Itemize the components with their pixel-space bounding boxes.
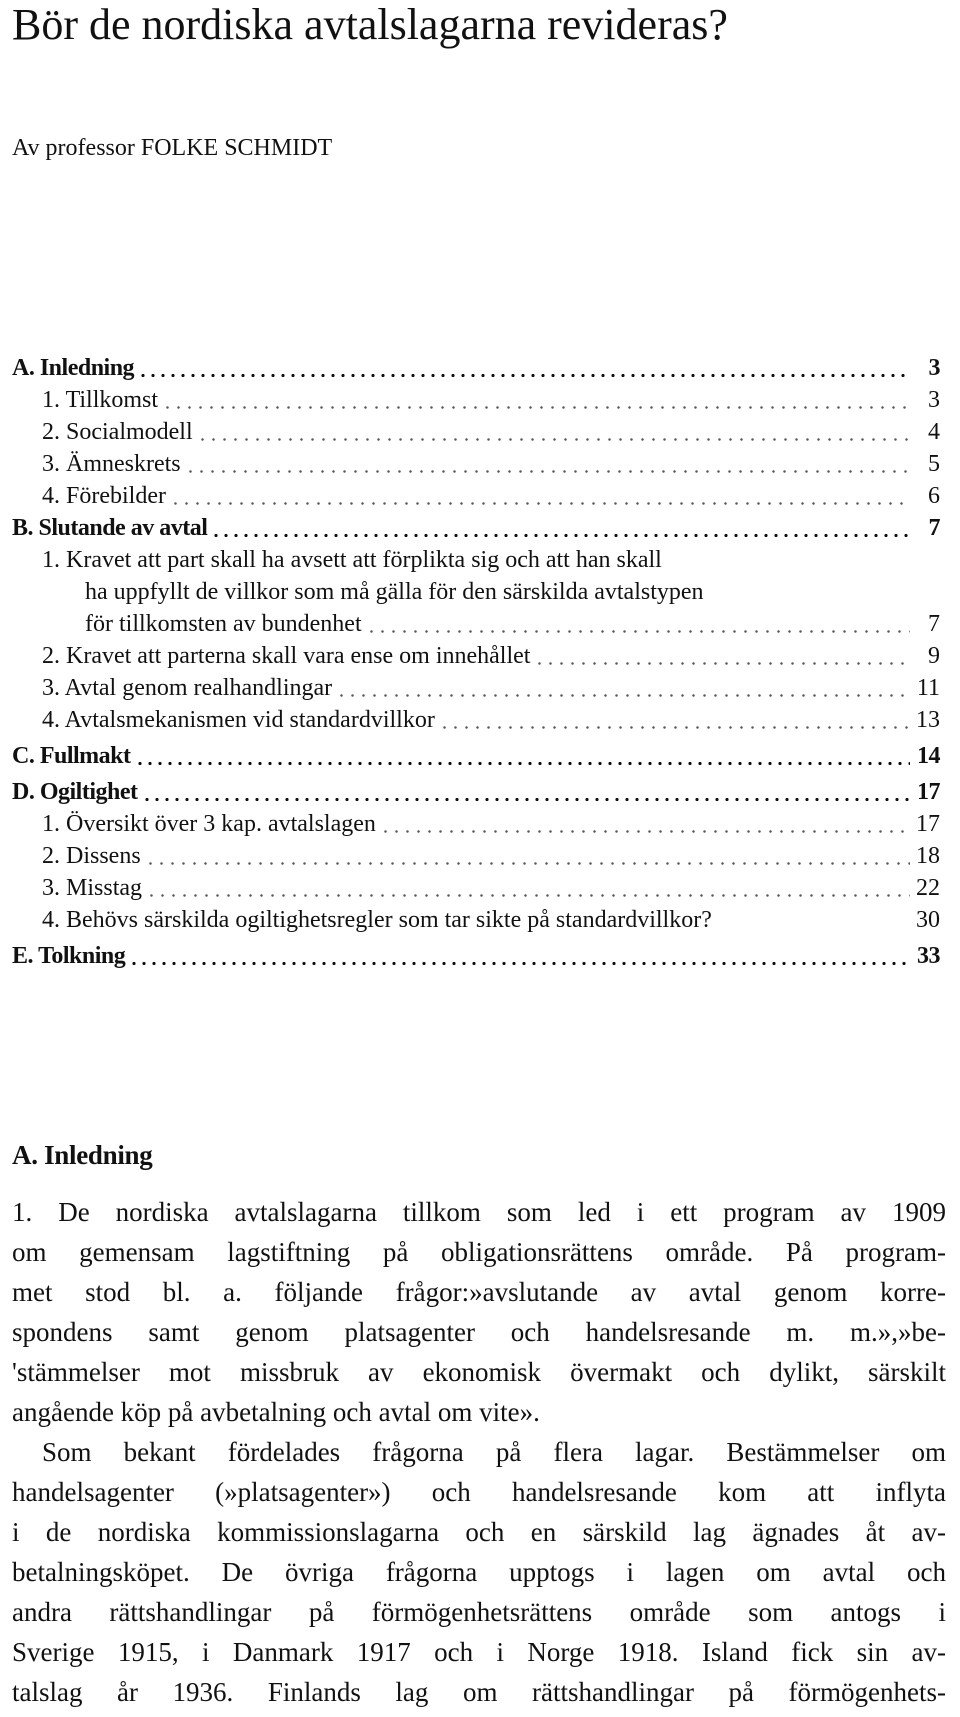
body-line: 'stämmelser mot missbruk av ekonomisk övermakt och dylikt, särskilt xyxy=(12,1357,946,1387)
toc-leader-dots xyxy=(146,894,910,897)
toc-leader-dots xyxy=(211,534,910,537)
toc-entry-label: 1. Kravet att part skall ha avsett att förplikta sig och att han skall xyxy=(42,544,666,576)
body-line: angående köp på avbetalning och avtal om vite». xyxy=(12,1397,540,1427)
toc-entry xyxy=(12,416,940,448)
toc-entry-page: 14 xyxy=(915,740,940,772)
toc-leader-dots xyxy=(129,962,910,965)
toc-entry xyxy=(12,840,940,872)
toc-entry-label: C. Fullmakt xyxy=(12,740,135,772)
toc-entry-label: 4. Avtalsmekanismen vid standardvillkor xyxy=(42,704,439,736)
toc-entry xyxy=(12,640,940,672)
toc-entry xyxy=(12,808,940,840)
toc-entry-page: 11 xyxy=(915,672,940,704)
toc-entry-label: ha uppfyllt de villkor som må gälla för den särskilda avtalstypen xyxy=(85,576,708,608)
toc-entry-label: D. Ogiltighet xyxy=(12,776,142,808)
toc-entry-label: 3. Avtal genom realhandlingar xyxy=(42,672,336,704)
toc-entry-label: 3. Ämneskrets xyxy=(42,448,185,480)
toc-entry-label: B. Slutande av avtal xyxy=(12,512,211,544)
toc-entry-page: 18 xyxy=(914,840,940,872)
toc-entry-page: 7 xyxy=(927,512,941,544)
toc-entry-page: 4 xyxy=(926,416,940,448)
toc-entry-label: 1. Tillkomst xyxy=(42,384,162,416)
toc-entry xyxy=(12,872,940,904)
toc-entry-label: E. Tolkning xyxy=(12,940,129,972)
toc-leader-dots xyxy=(185,470,910,473)
toc-entry xyxy=(12,544,940,576)
toc-entry xyxy=(12,384,940,416)
toc-entry xyxy=(12,904,940,936)
toc-entry xyxy=(12,480,940,512)
section-heading: A. Inledning xyxy=(12,1140,153,1170)
body-line: spondens samt genom platsagenter och handelsresande m. m.»,»be- xyxy=(12,1317,946,1347)
body-line: i de nordiska kommissionslagarna och en särskild lag ägnades åt av- xyxy=(12,1517,946,1547)
toc-leader-dots xyxy=(380,830,910,833)
toc-entry xyxy=(12,672,940,704)
body-line: 1. De nordiska avtalslagarna tillkom som led i ett program av 1909 xyxy=(12,1197,946,1227)
toc-entry-page: 33 xyxy=(915,940,940,972)
body-line: met stod bl. a. följande frågor:»avslutande av avtal genom korre- xyxy=(12,1277,946,1307)
body-line: talslag år 1936. Finlands lag om rättshandlingar på förmögenhets- xyxy=(12,1677,946,1707)
toc-entry-page: 3 xyxy=(926,384,940,416)
toc-leader-dots xyxy=(336,694,910,697)
toc-entry xyxy=(12,512,940,544)
toc-entry xyxy=(12,448,940,480)
toc-entry xyxy=(12,352,940,384)
body-line: andra rättshandlingar på förmögenhetsrättens område som antogs i xyxy=(12,1597,946,1627)
body-line: Som bekant fördelades frågorna på flera lagar. Bestämmelser om xyxy=(42,1437,946,1467)
toc-entry-page: 5 xyxy=(926,448,940,480)
toc-entry xyxy=(12,704,940,736)
toc-entry-label: 2. Socialmodell xyxy=(42,416,197,448)
toc-entry-label: 2. Kravet att parterna skall vara ense om innehållet xyxy=(42,640,534,672)
toc-leader-dots xyxy=(135,762,910,765)
author-line: Av professor FOLKE SCHMIDT xyxy=(12,135,333,161)
toc-entry xyxy=(12,576,940,608)
body-line: betalningsköpet. De övriga frågorna upptogs i lagen om avtal och xyxy=(12,1557,946,1587)
toc-entry xyxy=(12,608,940,640)
toc-entry-label: 2. Dissens xyxy=(42,840,145,872)
toc-entry-page: 22 xyxy=(914,872,940,904)
toc-leader-dots xyxy=(170,502,910,505)
toc-entry-label: 1. Översikt över 3 kap. avtalslagen xyxy=(42,808,380,840)
toc-leader-dots xyxy=(366,630,910,633)
toc-entry xyxy=(12,776,940,808)
toc-entry-label: för tillkomsten av bundenhet xyxy=(85,608,366,640)
toc-leader-dots xyxy=(145,862,910,865)
toc-entry-page: 7 xyxy=(926,608,940,640)
toc-entry-label: 4. Behövs särskilda ogiltighetsregler som tar sikte på standardvillkor? xyxy=(42,904,716,936)
toc-entry-label: A. Inledning xyxy=(12,352,138,384)
toc-entry-page: 13 xyxy=(914,704,940,736)
toc-leader-dots xyxy=(197,438,910,441)
body-line: handelsagenter (»platsagenter») och handelsresande kom att inflyta xyxy=(12,1477,946,1507)
toc-entry-page: 30 xyxy=(914,904,940,936)
toc-leader-dots xyxy=(439,726,910,729)
toc-leader-dots xyxy=(162,406,910,409)
toc-entry-label: 3. Misstag xyxy=(42,872,146,904)
toc-entry xyxy=(12,940,940,972)
toc-entry-page: 9 xyxy=(926,640,940,672)
document-title: Bör de nordiska avtalslagarna revideras? xyxy=(12,0,728,49)
toc-entry-label: 4. Förebilder xyxy=(42,480,170,512)
toc-entry-page: 17 xyxy=(915,776,940,808)
toc-entry-page: 6 xyxy=(926,480,940,512)
toc-entry xyxy=(12,740,940,772)
toc-leader-dots xyxy=(142,798,910,801)
toc-leader-dots xyxy=(138,374,910,377)
body-line: om gemensam lagstiftning på obligationsrättens område. På program- xyxy=(12,1237,946,1267)
toc-entry-page: 3 xyxy=(927,352,941,384)
toc-entry-page: 17 xyxy=(914,808,940,840)
toc-leader-dots xyxy=(534,662,910,665)
body-line: Sverige 1915, i Danmark 1917 och i Norge 1918. Island fick sin av- xyxy=(12,1637,946,1667)
